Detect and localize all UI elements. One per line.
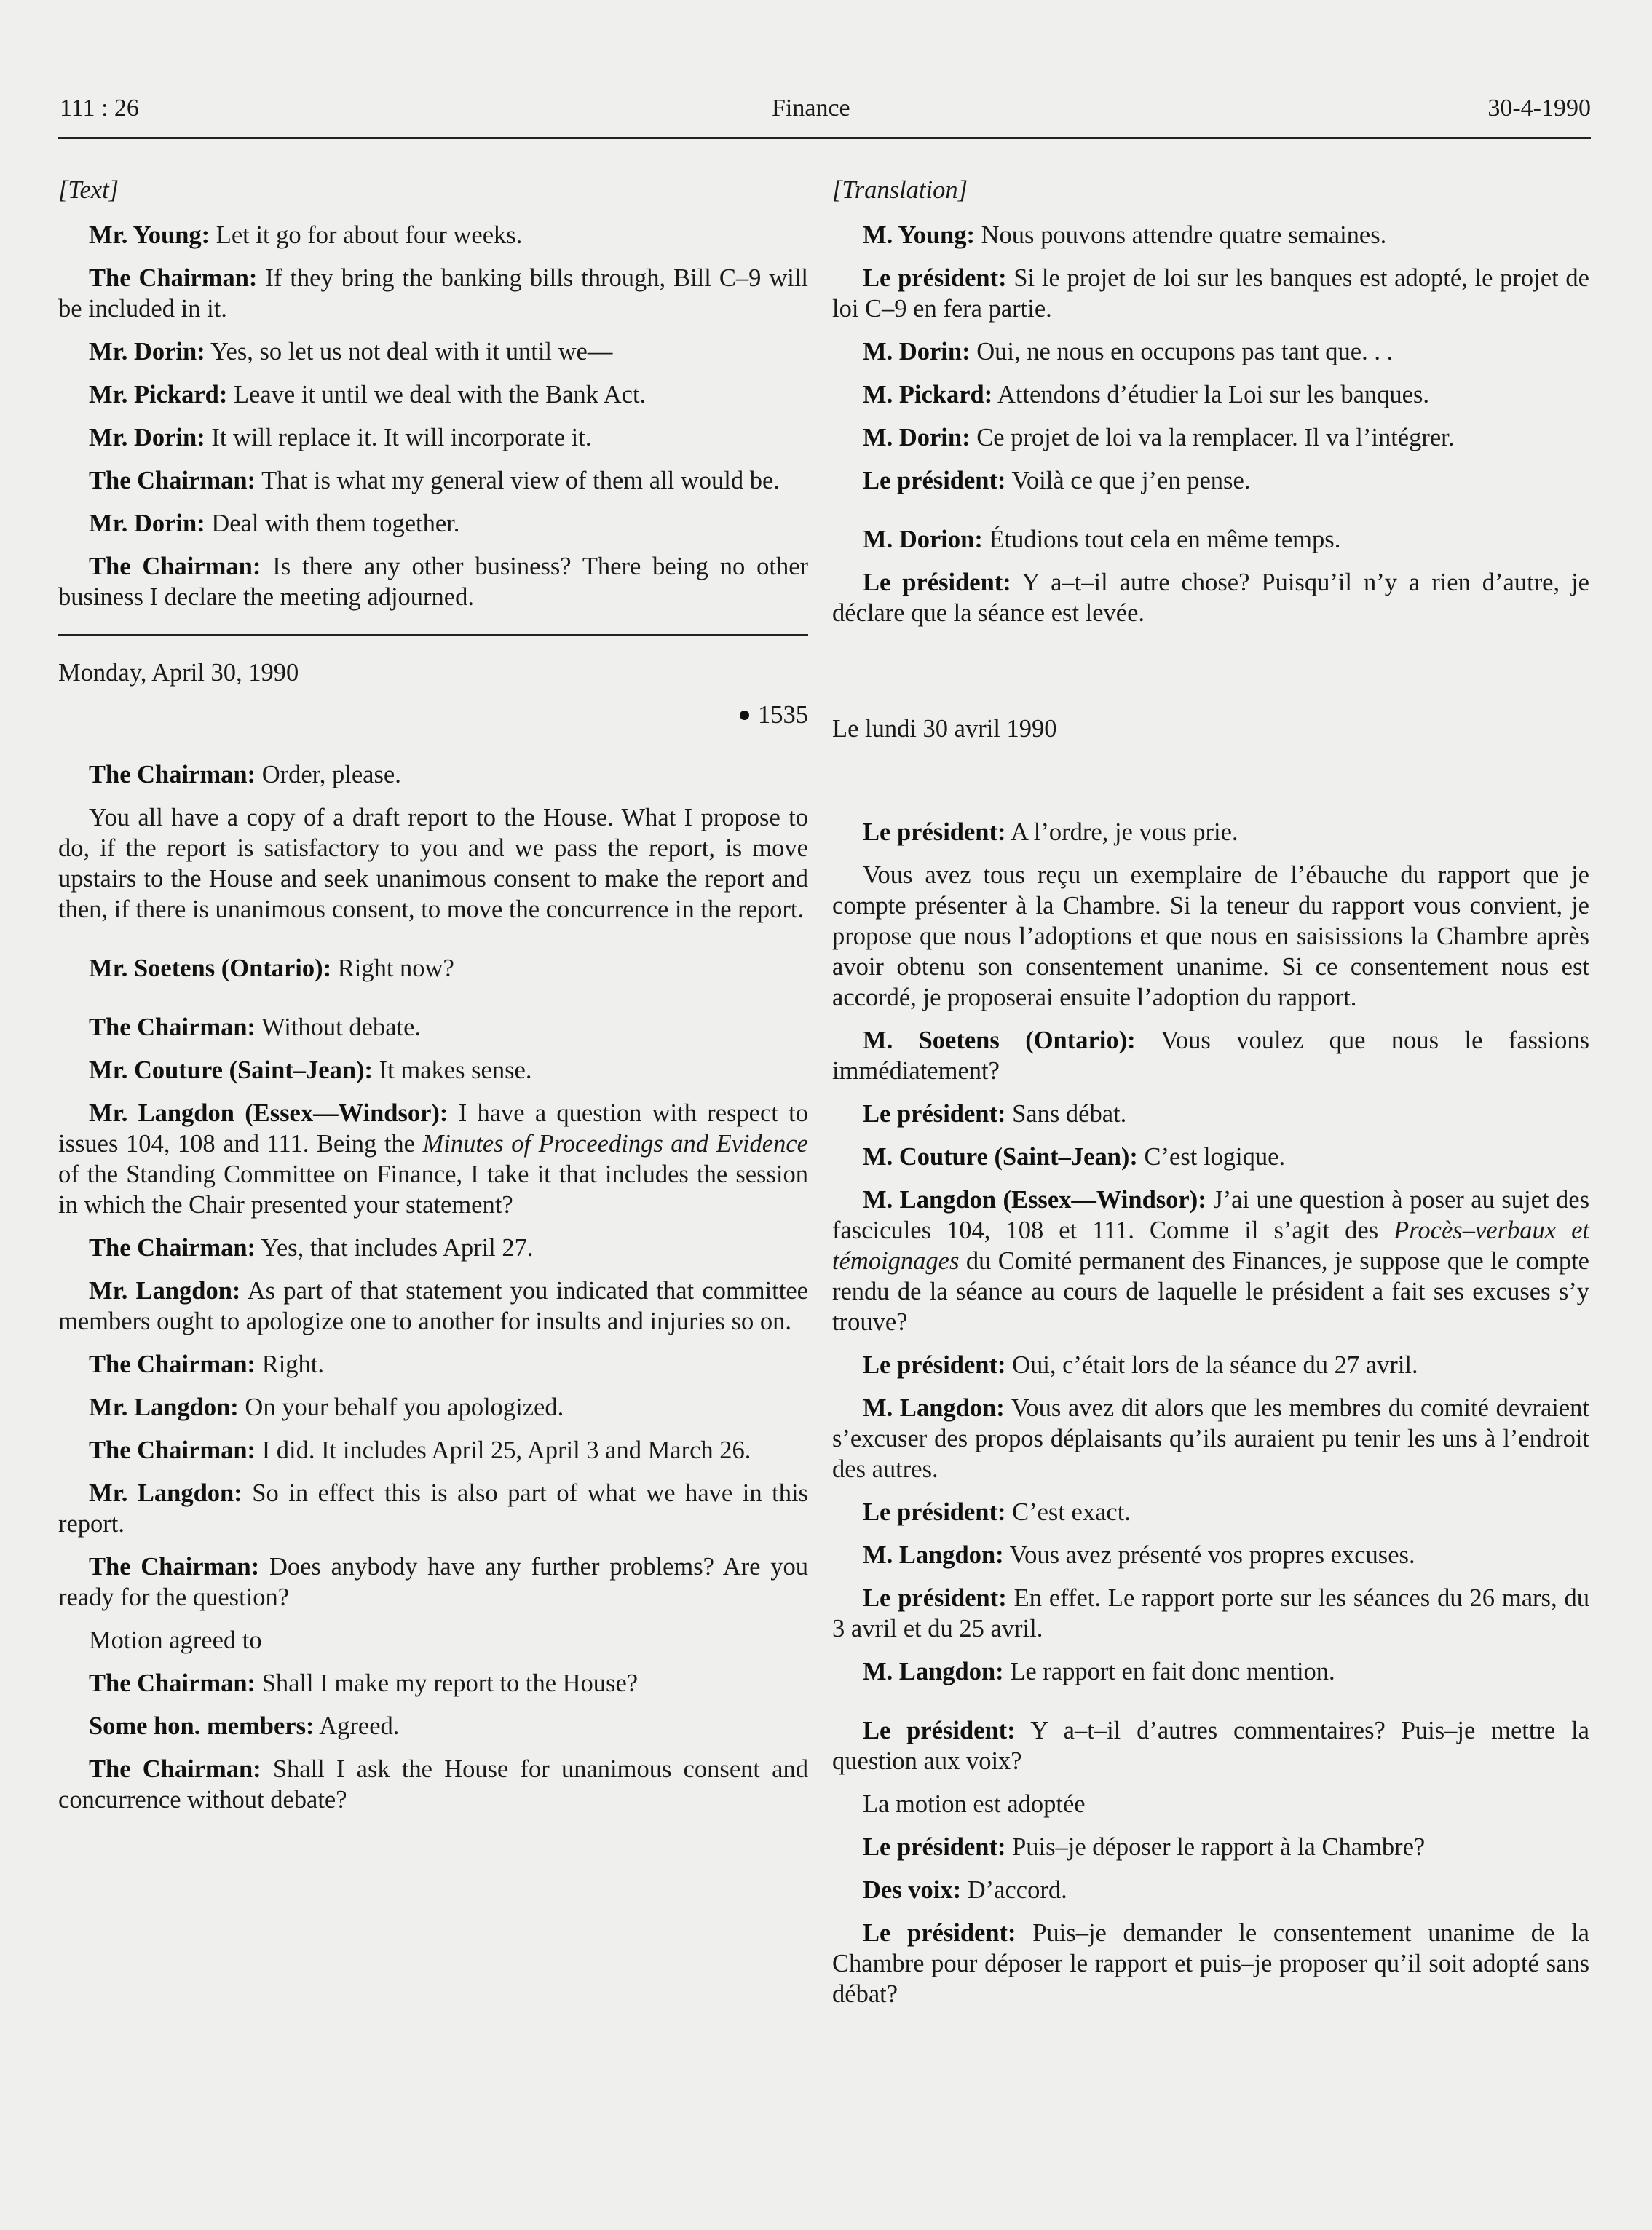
speech-text: Vous voulez que nous le fassions immédiatement? bbox=[832, 1027, 1589, 1085]
speech-text: Vous avez dit alors que les membres du comité devraient s’excuser des propos déplaisants qu’ils auraient pu tenir les uns à l’endroit des autres. bbox=[832, 1394, 1589, 1483]
speaker-name: Le président: bbox=[863, 569, 1011, 596]
speaker-name: M. Dorin: bbox=[863, 338, 971, 365]
speech-text: Does anybody have any further problems? Are you ready for the question? bbox=[58, 1553, 808, 1611]
speaker-name: Le président: bbox=[863, 818, 1006, 846]
speaker-name: Mr. Dorin: bbox=[89, 510, 205, 537]
speaker-name: M. Pickard: bbox=[863, 381, 993, 408]
speech-text: It makes sense. bbox=[373, 1056, 532, 1084]
speech-item bbox=[832, 1583, 1589, 1644]
speech-item bbox=[58, 1435, 808, 1466]
speech-item bbox=[832, 1918, 1589, 2009]
translation-label: [Translation] bbox=[832, 176, 968, 204]
speech-item bbox=[832, 817, 1589, 847]
speech-item bbox=[832, 1497, 1589, 1527]
time-marker bbox=[58, 700, 808, 730]
speech-text: A l’ordre, je vous prie. bbox=[1005, 818, 1238, 846]
speaker-name: Mr. Pickard: bbox=[89, 381, 228, 408]
speech-item bbox=[58, 953, 808, 984]
speaker-name: Mr. Dorin: bbox=[89, 338, 205, 365]
speech-item bbox=[58, 1055, 808, 1086]
speaker-name: M. Dorion: bbox=[863, 526, 983, 553]
time-value: 1535 bbox=[758, 701, 808, 729]
speech-text: Voilà ce que j’en pense. bbox=[1005, 467, 1251, 494]
speech-item bbox=[832, 1832, 1589, 1862]
speech-text: Shall I make my report to the House? bbox=[256, 1669, 639, 1697]
speech-item bbox=[832, 379, 1589, 410]
speech-item bbox=[832, 1715, 1589, 1776]
speaker-name: Mr. Langdon: bbox=[89, 1479, 242, 1507]
speech-item bbox=[58, 263, 808, 324]
speech-text: of the Standing Committee on Finance, I take it that includes the session in which the Chair presented your statement? bbox=[58, 1161, 808, 1219]
speech-paragraph: Vous avez tous reçu un exemplaire de l’ébauche du rapport que je compte présenter à la Chambre. Si la teneur du rapport vous convient, je propose que nous l’adoptions et que nous en saisissions la Chambre après avoir obtenu son consentement unanime. Si ce consentement nous est accordé, je proposerai ensuite l’adoption du rapport. bbox=[832, 861, 1589, 1011]
speech-item bbox=[832, 1393, 1589, 1484]
speaker-name: The Chairman: bbox=[89, 553, 261, 580]
speech-item bbox=[58, 1233, 808, 1263]
speaker-name: M. Dorin: bbox=[863, 424, 971, 451]
speaker-name: Mr. Young: bbox=[89, 221, 210, 249]
page-number: 111 : 26 bbox=[60, 95, 139, 122]
speech-text: Without debate. bbox=[256, 1013, 422, 1041]
speaker-name: Mr. Langdon (Essex—Windsor): bbox=[89, 1099, 448, 1127]
speech-text: Right. bbox=[256, 1351, 324, 1378]
speech-item bbox=[58, 1478, 808, 1539]
publication-title: Procès–verbaux et témoignages bbox=[832, 1217, 1589, 1275]
speaker-name: The Chairman: bbox=[89, 1013, 256, 1041]
speech-text: du Comité permanent des Finances, je suppose que le compte rendu de la séance au cours de laquelle le président a fait ses excuses s’y trouve? bbox=[832, 1247, 1589, 1336]
speech-text: Deal with them together. bbox=[205, 510, 460, 537]
speech-text: On your behalf you apologized. bbox=[238, 1393, 564, 1421]
speaker-name: The Chairman: bbox=[89, 467, 256, 494]
speaker-name: M. Langdon: bbox=[863, 1541, 1004, 1569]
speech-text: Y a–t–il d’autres commentaires? Puis–je mettre la question aux voix? bbox=[832, 1717, 1589, 1775]
speaker-name: Some hon. members: bbox=[89, 1712, 315, 1740]
speech-item bbox=[832, 220, 1589, 250]
speech-item bbox=[58, 379, 808, 410]
speech-text: Étudions tout cela en même temps. bbox=[982, 526, 1341, 553]
speech-item bbox=[58, 551, 808, 612]
speaker-name: The Chairman: bbox=[89, 761, 256, 788]
speech-item bbox=[58, 1098, 808, 1220]
speech-text: C’est logique. bbox=[1137, 1143, 1286, 1171]
text-label: [Text] bbox=[58, 176, 119, 204]
speech-text: I have a question with respect to issues 104, 108 and 111. Being the bbox=[58, 1099, 809, 1158]
speech-text: Sans débat. bbox=[1005, 1100, 1127, 1128]
motion-result: La motion est adoptée bbox=[863, 1790, 1086, 1818]
speech-text: En effet. Le rapport porte sur les séances du 26 mars, du 3 avril et du 25 avril. bbox=[832, 1584, 1589, 1642]
speech-text: Oui, c’était lors de la séance du 27 avril. bbox=[1005, 1351, 1418, 1379]
speaker-name: Le président: bbox=[863, 1833, 1006, 1861]
speech-text: Shall I ask the House for unanimous consent and concurrence without debate? bbox=[58, 1755, 808, 1814]
speaker-name: Le président: bbox=[863, 467, 1006, 494]
session-date: Le lundi 30 avril 1990 bbox=[832, 715, 1057, 743]
speech-text: I did. It includes April 25, April 3 and March 26. bbox=[256, 1436, 751, 1464]
speaker-name: The Chairman: bbox=[89, 1755, 261, 1783]
speech-item bbox=[832, 1142, 1589, 1172]
speech-text: Oui, ne nous en occupons pas tant que. . . bbox=[970, 338, 1394, 365]
speech-item bbox=[58, 1711, 808, 1741]
speech-text: Is there any other business? There being no other business I declare the meeting adjourned. bbox=[58, 553, 808, 611]
exchange-block bbox=[58, 220, 808, 612]
bullet-icon bbox=[740, 711, 749, 720]
speech-text: Yes, so let us not deal with it until we— bbox=[205, 338, 613, 365]
speaker-name: M. Langdon: bbox=[863, 1394, 1005, 1422]
section-divider bbox=[58, 634, 808, 636]
speech-text: Vous avez présenté vos propres excuses. bbox=[1003, 1541, 1415, 1569]
speaker-name: Des voix: bbox=[863, 1876, 962, 1904]
speech-text: Puis–je demander le consentement unanime de la Chambre pour déposer le rapport et puis–je proposer qu’il soit adopté sans débat? bbox=[832, 1919, 1589, 2008]
speech-item bbox=[832, 1350, 1589, 1380]
speech-item bbox=[58, 1276, 808, 1337]
page-header bbox=[58, 86, 1591, 139]
speech-text: Leave it until we deal with the Bank Act. bbox=[227, 381, 647, 408]
speech-text: Puis–je déposer le rapport à la Chambre? bbox=[1005, 1833, 1426, 1861]
speech-item bbox=[832, 1540, 1589, 1570]
speaker-name: M. Soetens (Ontario): bbox=[863, 1027, 1136, 1054]
speech-item bbox=[832, 1025, 1589, 1086]
speaker-name: M. Langdon (Essex—Windsor): bbox=[863, 1186, 1206, 1214]
speech-item bbox=[58, 1668, 808, 1699]
speech-text: Order, please. bbox=[256, 761, 401, 788]
speaker-name: The Chairman: bbox=[89, 1436, 256, 1464]
speech-text: So in effect this is also part of what we have in this report. bbox=[58, 1479, 808, 1538]
speaker-name: Mr. Langdon: bbox=[89, 1277, 241, 1305]
speech-item bbox=[832, 422, 1589, 453]
speech-text: D’accord. bbox=[961, 1876, 1067, 1904]
speech-text: Attendons d’étudier la Loi sur les banques. bbox=[992, 381, 1430, 408]
speech-item bbox=[58, 1754, 808, 1815]
speech-text: Nous pouvons attendre quatre semaines. bbox=[975, 221, 1387, 249]
speech-text: Agreed. bbox=[314, 1712, 400, 1740]
speaker-name: The Chairman: bbox=[89, 1234, 256, 1262]
speaker-name: Le président: bbox=[863, 264, 1007, 292]
speech-item bbox=[58, 422, 808, 453]
speech-text: Right now? bbox=[331, 954, 454, 982]
speech-item bbox=[58, 1392, 808, 1423]
speaker-name: Le président: bbox=[863, 1100, 1006, 1128]
speaker-name: Le président: bbox=[863, 1584, 1007, 1612]
speech-item bbox=[58, 465, 808, 496]
speech-item bbox=[58, 336, 808, 367]
speech-item bbox=[58, 1349, 808, 1380]
speaker-name: M. Couture (Saint–Jean): bbox=[863, 1143, 1138, 1171]
speech-text: J’ai une question à poser au sujet des fascicules 104, 108 et 111. Comme il s’agit des bbox=[832, 1186, 1589, 1244]
speech-text: Yes, that includes April 27. bbox=[256, 1234, 534, 1262]
motion-result: Motion agreed to bbox=[89, 1626, 262, 1654]
speech-text: C’est exact. bbox=[1005, 1498, 1131, 1526]
speech-item bbox=[58, 759, 808, 790]
speaker-name: The Chairman: bbox=[89, 1669, 256, 1697]
speaker-name: Mr. Soetens (Ontario): bbox=[89, 954, 332, 982]
speaker-name: Mr. Couture (Saint–Jean): bbox=[89, 1056, 374, 1084]
speech-text: That is what my general view of them all would be. bbox=[256, 467, 780, 494]
speaker-name: Le président: bbox=[863, 1717, 1016, 1744]
speech-item bbox=[832, 336, 1589, 367]
speech-paragraph: You all have a copy of a draft report to the House. What I propose to do, if the report is satisfactory to you and we pass the report, is move upstairs to the House and seek unanimous consent to make the report and then, if there is unanimous consent, to move the concurrence in the report. bbox=[58, 804, 808, 923]
speech-item bbox=[832, 465, 1589, 496]
session-date: Monday, April 30, 1990 bbox=[58, 659, 299, 687]
speaker-name: Mr. Dorin: bbox=[89, 424, 205, 451]
speech-item bbox=[58, 1551, 808, 1613]
speech-item bbox=[58, 1012, 808, 1043]
speaker-name: Le président: bbox=[863, 1351, 1006, 1379]
speech-item bbox=[58, 508, 808, 539]
publication-title: Minutes of Proceedings and Evidence bbox=[422, 1130, 808, 1158]
english-column bbox=[58, 175, 808, 1827]
speaker-name: The Chairman: bbox=[89, 1553, 260, 1581]
speaker-name: Le président: bbox=[863, 1498, 1006, 1526]
speech-item bbox=[58, 220, 808, 250]
speech-item bbox=[832, 1875, 1589, 1905]
speech-text: Let it go for about four weeks. bbox=[210, 221, 523, 249]
speech-text: Ce projet de loi va la remplacer. Il va l’intégrer. bbox=[970, 424, 1455, 451]
running-title: Finance bbox=[772, 95, 850, 122]
speaker-name: Le président: bbox=[863, 1919, 1016, 1947]
speech-item bbox=[832, 524, 1589, 555]
page-date: 30-4-1990 bbox=[1487, 95, 1591, 122]
speech-text: It will replace it. It will incorporate it. bbox=[205, 424, 592, 451]
speech-item bbox=[832, 1656, 1589, 1687]
speech-item bbox=[832, 263, 1589, 324]
speech-text: If they bring the banking bills through, Bill C–9 will be included in it. bbox=[58, 264, 808, 323]
speaker-name: M. Young: bbox=[863, 221, 975, 249]
speech-text: Y a–t–il autre chose? Puisqu’il n’y a rien d’autre, je déclare que la séance est levée. bbox=[832, 569, 1589, 627]
speech-text: As part of that statement you indicated that committee members ought to apologize one to another for insults and injuries so on. bbox=[58, 1277, 808, 1335]
speech-text: Le rapport en fait donc mention. bbox=[1003, 1658, 1335, 1685]
speech-text: Si le projet de loi sur les banques est adopté, le projet de loi C–9 en fera partie. bbox=[832, 264, 1589, 323]
speech-item bbox=[832, 567, 1589, 628]
speaker-name: Mr. Langdon: bbox=[89, 1393, 239, 1421]
speech-item bbox=[832, 1185, 1589, 1337]
speaker-name: M. Langdon: bbox=[863, 1658, 1004, 1685]
speaker-name: The Chairman: bbox=[89, 1351, 256, 1378]
speech-item bbox=[832, 1099, 1589, 1129]
speaker-name: The Chairman: bbox=[89, 264, 258, 292]
french-column bbox=[832, 175, 1589, 2022]
